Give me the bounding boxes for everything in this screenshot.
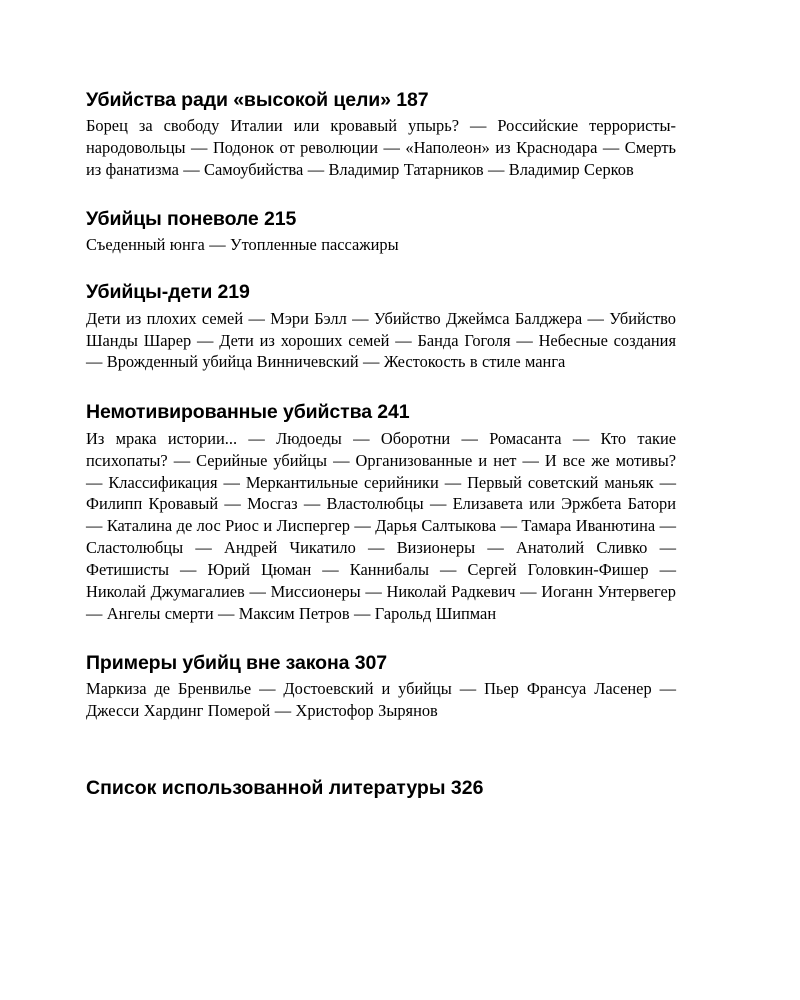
toc-entry [86, 88, 676, 181]
table-of-contents [86, 88, 676, 800]
toc-entry-description: Съеденный юнга — Утопленные пассажиры [86, 235, 399, 255]
spacer [86, 373, 676, 400]
toc-entry-description: Из мрака истории... — Людоеды — Оборотни — Ромасанта — Кто такие психопаты? — Серийные убийцы — Организованные и нет — И все же мотивы? — Классификация — Меркантильные серийники — Первый советский маньяк — Филипп Кровавый — Мосгаз — Властолюбцы — Елизавета или Эржбета Батори — Каталина де лос Риос и Лиспергер — Дарья Салтыкова — Тамара Иванютина — Сластолюбцы — Андрей Чикатило — Визионеры — Анатолий Сливко — Фетишисты — Юрий Цюман — Каннибалы — Сергей Головкин-Фишер — Николай Джумагалиев — Миссионеры — Николай Радкевич — Иоганн Унтервегер — Ангелы смерти — Максим Петров — Гарольд Шипман [86, 428, 676, 623]
toc-entry-title: Убийцы-дети 219 [86, 281, 250, 304]
toc-entry [86, 400, 676, 624]
toc-entry-title: Примеры убийц вне закона 307 [86, 651, 387, 674]
toc-entry-title: Убийства ради «высокой цели» 187 [86, 89, 429, 111]
toc-entry [86, 280, 676, 373]
spacer [86, 181, 676, 207]
toc-entry [86, 207, 676, 256]
spacer [86, 256, 676, 280]
toc-entry-title: Список использованной литературы 326 [86, 776, 484, 799]
spacer [86, 722, 676, 776]
toc-entry-title: Убийцы поневоле 215 [86, 208, 297, 231]
toc-entry-description: Маркиза де Бренвилье — Достоевский и убийцы — Пьер Франсуа Ласенер — Джесси Хардинг Померой — Христофор Зырянов [86, 679, 676, 721]
toc-entry [86, 651, 676, 722]
spacer [86, 625, 676, 651]
toc-entry-description: Борец за свободу Италии или кровавый упырь? — Российские террористы-народовольцы — Подонок от революции — «Наполеон» из Краснодара — Смерть из фанатизма — Самоубийства — Владимир Татарников — Владимир Серков [86, 116, 676, 180]
toc-entry-description: Дети из плохих семей — Мэри Бэлл — Убийство Джеймса Балджера — Убийство Шанды Шарер — Дети из хороших семей — Банда Гоголя — Небесные создания — Врожденный убийца Винничевский — Жестокость в стиле манга [86, 308, 676, 372]
toc-entry-bibliography [86, 776, 676, 800]
toc-entry-title: Немотивированные убийства 241 [86, 401, 410, 424]
